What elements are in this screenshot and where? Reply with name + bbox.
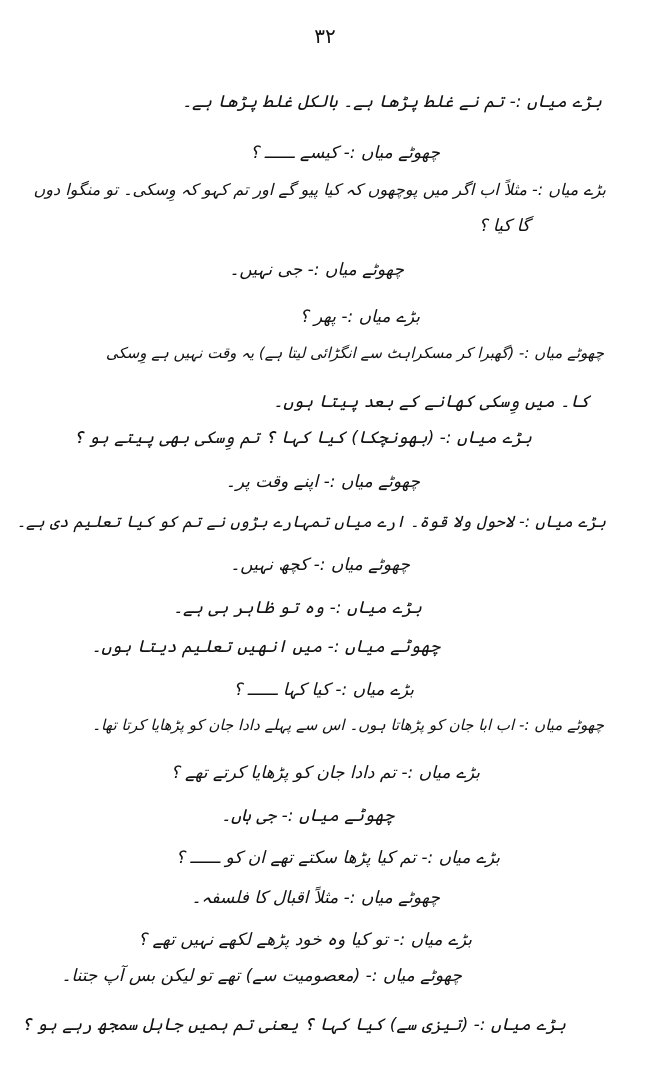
dialogue-line: چھوٹے میاں :- میں انھیں تعلیم دیتا ہوں۔: [91, 637, 440, 657]
dialogue-line: گا کیا ؟: [478, 216, 530, 236]
dialogue-line: کا۔ میں وِسکی کھانے کے بعد پیتا ہوں۔: [273, 392, 590, 412]
dialogue-line: چھوٹے میاں :- کچھ نہیں۔: [230, 555, 410, 575]
dialogue-line: چھوٹے میاں :- مثلاً اقبال کا فلسفہ۔: [191, 888, 440, 908]
dialogue-line: چھوٹے میاں :- (معصومیت سے) تھے تو لیکن بس آپ جتنا۔: [61, 966, 462, 986]
dialogue-line: چھوٹے میاں :- اپنے وقت پر۔: [225, 472, 420, 492]
dialogue-line: چھوٹے میاں :- اب ابا جان کو پڑھاتا ہوں۔ اس سے پہلے دادا جان کو پڑھایا کرتا تھا۔: [92, 716, 604, 734]
dialogue-line: چھوٹے میاں :- جی نہیں۔: [229, 260, 404, 280]
dialogue-line: بڑے میاں :- مثلاً اب اگر میں پوچھوں کہ کیا پیو گے اور تم کہو کہ وِسکی۔ تو منگوا دوں: [33, 180, 606, 199]
dialogue-line: بڑے میاں :- تم کیا پڑھا سکتے تھے ان کو ــــــ ؟: [175, 848, 500, 868]
dialogue-line: بڑے میاں :- تم دادا جان کو پڑھایا کرتے تھے ؟: [170, 763, 480, 783]
dialogue-line: بڑے میاں :- لاحول ولا قوۃ۔ ارے میاں تمہارے بڑوں نے تم کو کیا تعلیم دی ہے۔: [16, 512, 606, 531]
dialogue-line: بڑے میاں :- پھر ؟: [299, 307, 420, 327]
dialogue-line: بڑے میاں :- (تیزی سے) کیا کہا ؟ یعنی تم ہمیں جاہل سمجھ رہے ہو ؟: [21, 1015, 566, 1035]
dialogue-line: چھوٹے میاں :- جی ہاں۔: [221, 806, 394, 826]
dialogue-line: بڑے میاں :- وہ تو ظاہر ہی ہے۔: [173, 598, 422, 618]
dialogue-line: چھوٹے میاں :- (گھبرا کر مسکراہٹ سے انگڑائی لیتا ہے) یہ وقت نہیں ہے وِسکی: [105, 344, 604, 362]
dialogue-line: بڑے میاں :- تم نے غلط پڑھا ہے۔ بالکل غلط پڑھا ہے۔: [182, 92, 602, 112]
page-number: ۳۲: [314, 24, 336, 48]
dialogue-line: چھوٹے میاں :- کیسے ــــــ ؟: [250, 143, 440, 163]
dialogue-line: بڑے میاں :- تو کیا وہ خود پڑھے لکھے نہیں تھے ؟: [138, 930, 472, 950]
dialogue-line: بڑے میاں :- (بھونچکا) کیا کہا ؟ تم وِسکی بھی پیتے ہو ؟: [73, 428, 532, 448]
dialogue-line: بڑے میاں :- کیا کہا ــــــ ؟: [233, 680, 414, 700]
